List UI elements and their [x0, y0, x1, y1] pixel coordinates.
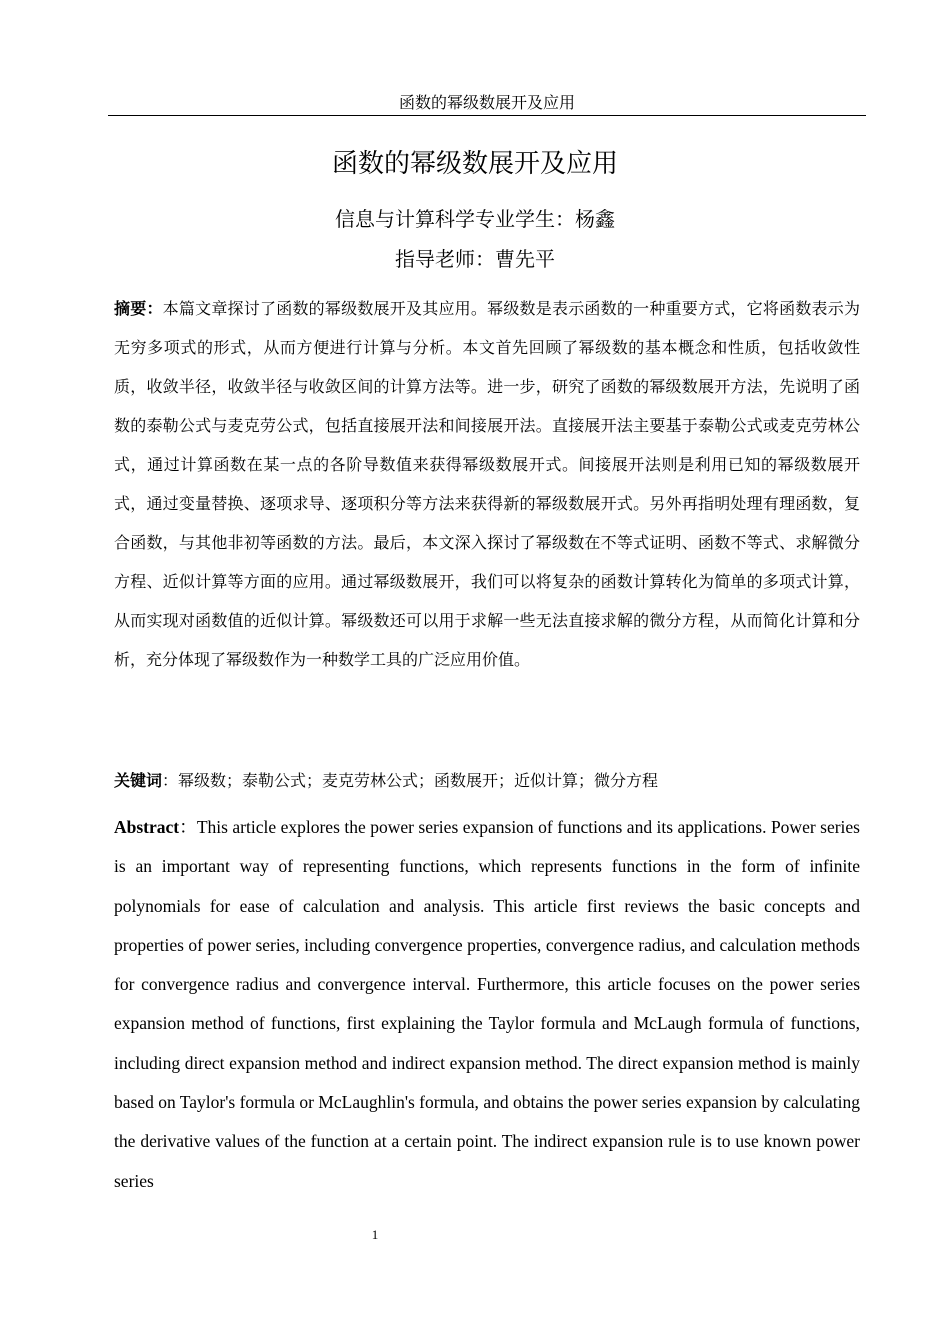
- keywords-label: 关键词: [114, 771, 163, 790]
- paper-title: 函数的幂级数展开及应用: [331, 149, 618, 179]
- keywords: [114, 767, 860, 795]
- author-line: 信息与计算科学专业学生：杨鑫: [335, 207, 615, 231]
- abstract-en-body: ：This article explores the power series expansion of functions and its applications. Power series is an important way of representing functions, which represents functions in the form of infinite polynomials for ease of calculation and analysis. This article first reviews the basic concepts and properties of power series, including convergence properties, convergence radius, and calculation methods for convergence radius and convergence interval. Furthermore, this article focuses on the power series expansion method of functions, first explaining the Taylor formula and McLaugh formula of functions, including direct expansion method and indirect expansion method. The direct expansion method is mainly based on Taylor's formula or McLaughlin's formula, and obtains the power series expansion by calculating the derivative values of the function at a certain point. The indirect expansion rule is to use known power series: [114, 817, 860, 1191]
- abstract-en-label: Abstract: [114, 817, 180, 837]
- chinese-abstract: [114, 289, 860, 679]
- abstract-cn-body: 本篇文章探讨了函数的幂级数展开及其应用。幂级数是表示函数的一种重要方式，它将函数表示为无穷多项式的形式，从而方便进行计算与分析。本文首先回顾了幂级数的基本概念和性质，包括收敛性质，收敛半径，收敛半径与收敛区间的计算方法等。进一步，研究了函数的幂级数展开方法，先说明了函数的泰勒公式与麦克劳公式，包括直接展开法和间接展开法。直接展开法主要基于泰勒公式或麦克劳林公式，通过计算函数在某一点的各阶导数值来获得幂级数展开式。间接展开法则是利用已知的幂级数展开式，通过变量替换、逐项求导、逐项积分等方法来获得新的幂级数展开式。另外再指明处理有理函数，复合函数，与其他非初等函数的方法。最后，本文深入探讨了幂级数在不等式证明、函数不等式、求解微分方程、近似计算等方面的应用。通过幂级数展开，我们可以将复杂的函数计算转化为简单的多项式计算，从而实现对函数值的近似计算。幂级数还可以用于求解一些无法直接求解的微分方程，从而简化计算和分析，充分体现了幂级数作为一种数学工具的广泛应用价值。: [114, 299, 860, 669]
- keywords-body: ：幂级数；泰勒公式；麦克劳林公式；函数展开；近似计算；微分方程: [162, 771, 659, 790]
- page-number: 1: [371, 1227, 379, 1242]
- english-abstract: [114, 808, 860, 1201]
- running-header: 函数的幂级数展开及应用: [108, 93, 866, 116]
- advisor-line: 指导老师：曹先平: [395, 247, 555, 271]
- abstract-cn-label: 摘要：: [114, 299, 163, 318]
